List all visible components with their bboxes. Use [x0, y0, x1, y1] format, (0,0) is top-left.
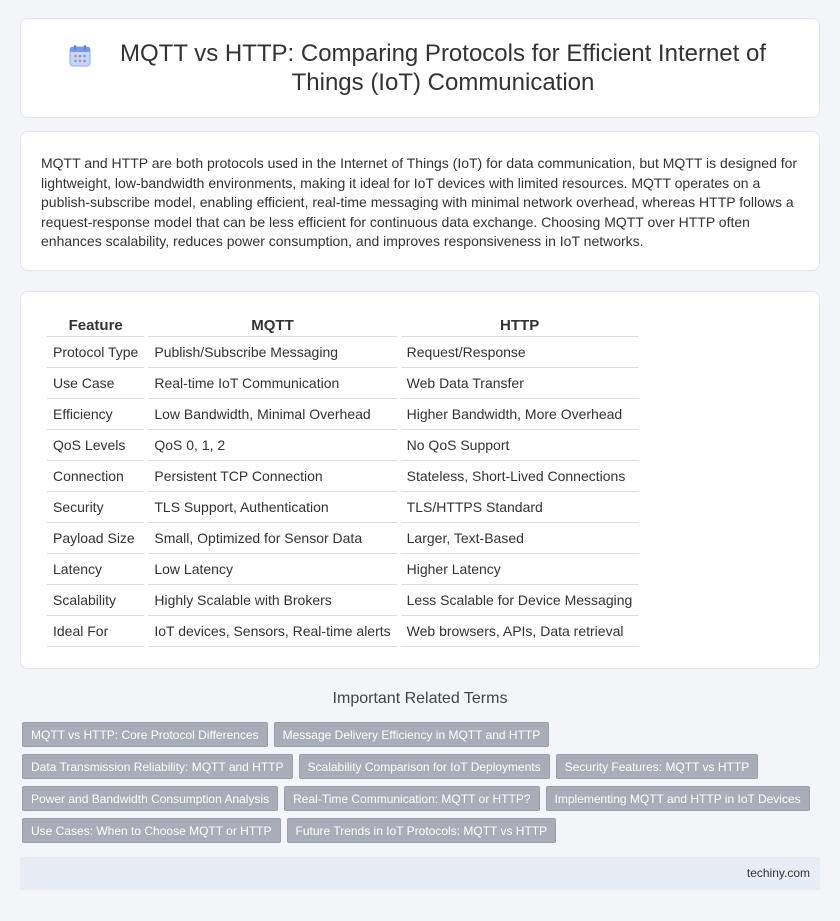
cell-mqtt: IoT devices, Sensors, Real-time alerts [148, 616, 396, 647]
cell-feature: Scalability [47, 585, 144, 616]
related-term-tag[interactable]: Security Features: MQTT vs HTTP [556, 754, 758, 779]
cell-http: No QoS Support [401, 430, 639, 461]
related-terms-heading: Important Related Terms [332, 690, 508, 707]
intro-card [20, 131, 820, 271]
table-row [47, 399, 639, 430]
cell-feature: Protocol Type [47, 337, 144, 368]
footer-site-link[interactable]: techiny.com [746, 866, 810, 880]
cell-http: Web browsers, APIs, Data retrieval [401, 616, 639, 647]
table-row [47, 368, 639, 399]
cell-mqtt: Real-time IoT Communication [148, 368, 396, 399]
cell-mqtt: Low Bandwidth, Minimal Overhead [148, 399, 396, 430]
header-mqtt: MQTT [148, 314, 396, 337]
comparison-table [43, 314, 643, 647]
cell-mqtt: Highly Scalable with Brokers [148, 585, 396, 616]
title-wrap [67, 39, 773, 97]
related-term-tag[interactable]: Power and Bandwidth Consumption Analysis [22, 786, 278, 811]
table-row [47, 616, 639, 647]
related-term-tag[interactable]: Data Transmission Reliability: MQTT and HTTP [22, 754, 293, 779]
table-row [47, 523, 639, 554]
cell-mqtt: QoS 0, 1, 2 [148, 430, 396, 461]
cell-mqtt: Persistent TCP Connection [148, 461, 396, 492]
related-term-tag[interactable]: MQTT vs HTTP: Core Protocol Differences [22, 722, 268, 747]
cell-mqtt: Small, Optimized for Sensor Data [148, 523, 396, 554]
related-term-tag[interactable]: Real-Time Communication: MQTT or HTTP? [284, 786, 539, 811]
cell-mqtt: Low Latency [148, 554, 396, 585]
table-row [47, 585, 639, 616]
calendar-icon [67, 43, 93, 69]
cell-http: Web Data Transfer [401, 368, 639, 399]
cell-feature: Latency [47, 554, 144, 585]
cell-http: Larger, Text-Based [401, 523, 639, 554]
cell-feature: Payload Size [47, 523, 144, 554]
cell-http: Stateless, Short-Lived Connections [401, 461, 639, 492]
cell-feature: Use Case [47, 368, 144, 399]
related-term-tag[interactable]: Scalability Comparison for IoT Deployments [299, 754, 550, 779]
table-header-row [47, 314, 639, 337]
title-card [20, 18, 820, 118]
header-http: HTTP [401, 314, 639, 337]
footer [20, 857, 820, 890]
cell-feature: QoS Levels [47, 430, 144, 461]
intro-text: MQTT and HTTP are both protocols used in the Internet of Things (IoT) for data communication, but MQTT is designed for lightweight, low-bandwidth environments, making it ideal for IoT devices with limited resources. MQTT operates on a publish-subscribe model, enabling efficient, real-time messaging with minimal network overhead, whereas HTTP follows a request-response model that can be less efficient for continuous data exchange. Choosing MQTT over HTTP often enhances scalability, reduces power consumption, and improves responsiveness in IoT networks. [41, 155, 798, 250]
related-terms-list [22, 722, 822, 850]
related-term-tag[interactable]: Future Trends in IoT Protocols: MQTT vs HTTP [287, 818, 557, 843]
cell-feature: Ideal For [47, 616, 144, 647]
cell-feature: Efficiency [47, 399, 144, 430]
related-term-tag[interactable]: Message Delivery Efficiency in MQTT and HTTP [274, 722, 550, 747]
table-row [47, 461, 639, 492]
table-row [47, 430, 639, 461]
cell-mqtt: TLS Support, Authentication [148, 492, 396, 523]
cell-mqtt: Publish/Subscribe Messaging [148, 337, 396, 368]
table-row [47, 492, 639, 523]
related-term-tag[interactable]: Use Cases: When to Choose MQTT or HTTP [22, 818, 281, 843]
cell-http: Request/Response [401, 337, 639, 368]
cell-http: Higher Latency [401, 554, 639, 585]
related-term-tag[interactable]: Implementing MQTT and HTTP in IoT Devices [546, 786, 810, 811]
cell-feature: Security [47, 492, 144, 523]
cell-http: Higher Bandwidth, More Overhead [401, 399, 639, 430]
page-title: MQTT vs HTTP: Comparing Protocols for Efficient Internet of Things (IoT) Communication [120, 40, 766, 96]
table-row [47, 554, 639, 585]
comparison-table-card [20, 291, 820, 669]
cell-http: TLS/HTTPS Standard [401, 492, 639, 523]
cell-http: Less Scalable for Device Messaging [401, 585, 639, 616]
cell-feature: Connection [47, 461, 144, 492]
header-feature: Feature [47, 314, 144, 337]
table-row [47, 337, 639, 368]
